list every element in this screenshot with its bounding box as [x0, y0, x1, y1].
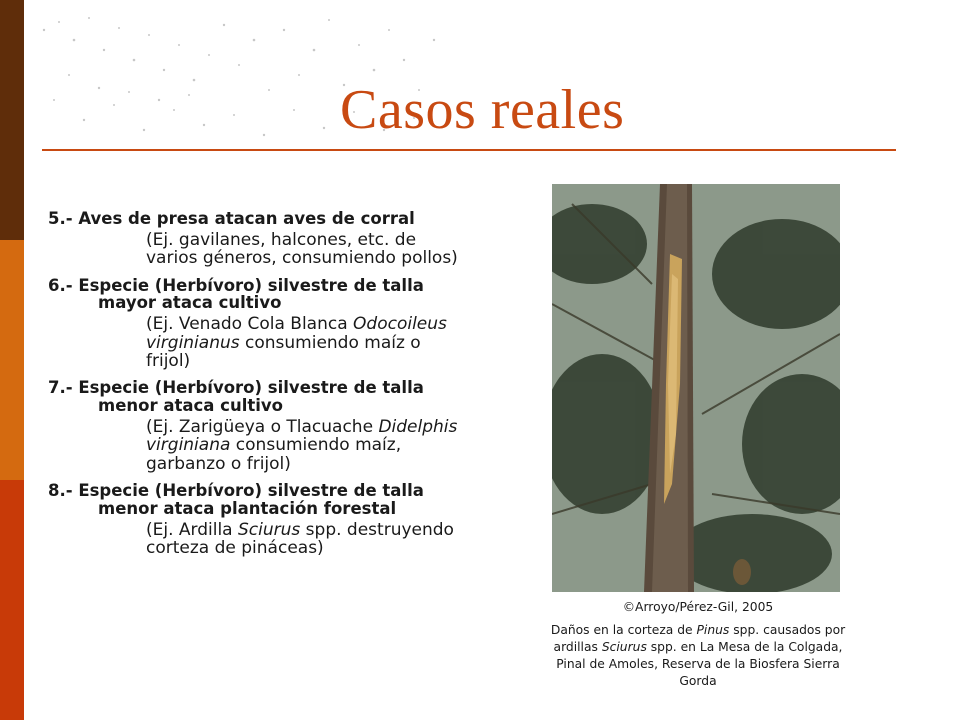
case-5-example: (Ej. gavilanes, halcones, etc. de varios géneros, consumiendo pollos) [146, 229, 458, 269]
case-6-heading: 6.- Especie (Herbívoro) silvestre de talla mayor ataca cultivo [48, 275, 424, 313]
slide-title: Casos reales [340, 79, 625, 141]
case-7-heading: 7.- Especie (Herbívoro) silvestre de talla menor ataca cultivo [48, 378, 424, 416]
pine-trunk-photo [552, 184, 840, 592]
left-band-middle [0, 240, 24, 480]
case-5-heading: 5.- Aves de presa atacan aves de corral [48, 209, 415, 228]
title-underline [42, 149, 896, 151]
photo-caption: Daños en la corteza de Pinus spp. causados por ardillas Sciurus spp. en La Mesa de la Colgada, Pinal de Amoles, Reserva de la Biosfera Sierra Gorda [550, 623, 846, 688]
case-8-example: (Ej. Ardilla Sciurus spp. destruyendo corteza de pináceas) [146, 519, 454, 558]
case-6-example: (Ej. Venado Cola Blanca Odocoileus virginianus consumiendo maíz o frijol) [146, 314, 447, 371]
cases-list [48, 210, 458, 566]
left-band-bottom [0, 480, 24, 720]
case-7-example: (Ej. Zarigüeya o Tlacuache Didelphis virginiana consumiendo maíz, garbanzo o frijol) [146, 416, 458, 474]
left-band-top [0, 0, 24, 240]
case-8-heading: 8.- Especie (Herbívoro) silvestre de talla menor ataca plantación forestal [48, 480, 424, 518]
photo-credit: ©Arroyo/Pérez-Gil, 2005 [622, 600, 774, 614]
